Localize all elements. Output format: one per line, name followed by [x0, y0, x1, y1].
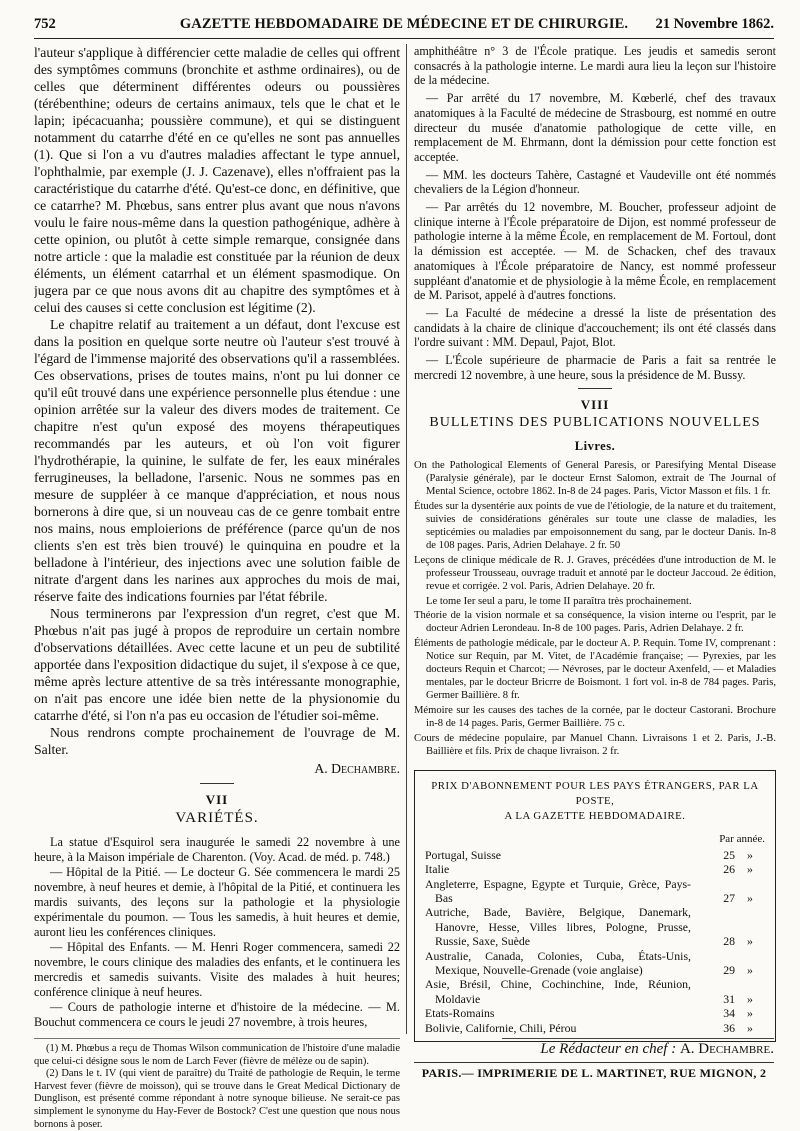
price: 25 — [723, 847, 735, 862]
price-mark: » — [747, 1020, 753, 1035]
column-divider — [406, 44, 407, 1034]
price-row — [425, 949, 765, 978]
price-row — [425, 877, 765, 906]
paragraph: — La Faculté de médecine a dressé la liste de présentation des candidats à la chaire de clinique d'accouchement; ils ont été classés dans l'ordre suivant : MM. Depaul, Pajot, Blot. — [414, 305, 776, 350]
paragraph: — MM. les docteurs Tahère, Castagné et Vaudeville ont été nommés chevaliers de la Légion d'honneur. — [414, 167, 776, 197]
country-list: Autriche, Bade, Bavière, Belgique, Danemark, Hanovre, Hesse, Villes libres, Pologne, Prusse, Russie, Saxe, Suède — [425, 905, 691, 949]
price: 28 — [723, 934, 735, 949]
book-entry: Leçons de clinique médicale de R. J. Graves, précédées d'une introduction de M. le professeur Trousseau, ouvrage traduit et annoté par le docteur Jaccoud. 2e édition, revue et corrigée. 2 vol. Paris, Adrien Delahaye. 20 fr. — [414, 554, 776, 592]
country-list: Portugal, Suisse — [425, 847, 502, 862]
price: 36 — [723, 1020, 735, 1035]
news-text — [414, 44, 776, 382]
price: 34 — [723, 1006, 735, 1021]
subscription-price-box — [414, 770, 776, 1042]
page-number: 752 — [34, 16, 56, 32]
paragraph: Le chapitre relatif au traitement a un défaut, dont l'excuse est dans la position en quelque sorte neutre où l'auteur s'est trouvé à l'égard de l'immense majorité des observations qu'il a rassemblées. Ces observations, prises de toutes mains, n'ont pu lui donner ce qu'il eût trouvé dans une expérience personnelle plus étendue : une opinion arrêtée sur la valeur des divers modes de traitement. Ce chapitre n'est qu'un exposé des moyens thérapeutiques recommandés par les auteurs, et où l'on voit figurer l'hydrothérapie, la quinine, le sulfate de fer, les eaux minérales ferrugineuses, la belladone, l'arsenic. Nous ne sommes pas en mesure de suppléer à ce manque d'appréciation, et nous nous bornerons à dire que, si un nouveau cas de ce genre tombait entre nos mains, nous emploierions de préférence (parce qu'un de nos clients s'en est très bien trouvé) le quinquina en poudre et la belladone à l'intérieur, des injections avec une solution faible de nitrate d'argent dans les narines aux approches du mois de mai, réserve faite des indications fournies par l'état fébrile. — [34, 317, 400, 604]
section-number: VII — [205, 792, 229, 807]
paragraph: Nous terminerons par l'expression d'un regret, c'est que M. Phœbus n'ait pas jugé à propos de reproduire un certain nombre d'observations détaillées. Avec cette lacune et un peu de subtilité apportée dans l'exposition didactique du sujet, il s'expose à ce que, même après lecture attentive de sa très intéressante monographie, on n'ait pas encore une idée bien nette de la physionomie du catarrhe d'été, si l'on n'a pas eu occasion de l'étudier soi-même. — [34, 606, 400, 723]
box-title-line: PRIX D'ABONNEMENT POUR LES PAYS ÉTRANGERS, PAR LA POSTE, — [431, 780, 759, 808]
country-list: Italie — [425, 862, 450, 877]
price-mark: » — [747, 891, 753, 906]
section-title: VARIÉTÉS. — [175, 810, 259, 826]
footnote: (2) Dans le t. IV (qui vient de paraître) du Traité de pathologie de Requin, le terme Harvest fever (fièvre de moisson), qui se trouve dans le Great Medical Dictionary de Dunglison, est présenté comme répondant à notre synoque bilieuse. Ne serait-ce pas simplement le synonyme du Hay-Fever de Bostock? C'est une question que nous nous bornons à poser. — [34, 1068, 400, 1130]
price-row — [425, 848, 765, 862]
price: 27 — [723, 891, 735, 906]
paragraph: amphithéâtre n° 3 de l'École pratique. Les jeudis et samedis seront consacrés à la pathologie interne. Le mardi aura lieu la leçon sur l'histoire de la médecine. — [414, 44, 776, 88]
paragraph: Nous rendrons compte prochainement de l'ouvrage de M. Salter. — [34, 725, 400, 757]
paragraph: l'auteur s'applique à différencier cette maladie de celles qui offrent des symptômes communs (bronchite et asthme ordinaires), ou de celles que déterminent différentes odeurs ou poussières (térébenthine; odeurs de certains animaux, tels que le chat et le lapin; ipécacuanha; poussière commune), et qui se distinguent notamment du catarrhe d'été en ce qu'elles ne sont pas annuelles (1). Que si l'on a vu d'autres maladies affectant le type annuel, l'ophthalmie, par exemple (J. J. Cazenave), elles n'offraient pas la caractéristique du catarrhe d'été. Qu'est-ce donc, en définitive, que ce catarrhe? M. Phœbus, sans entrer plus avant que nous n'avons voulu le faire nous-même dans la question pathogénique, adhère à cette opinion, ou plutôt à cette simple remarque, consignée dans notre article : que la maladie est constituée par la réunion de deux éléments, un élément catarrhal et un élément spasmodique. On jugera par ce que nous avons dit au chapitre des symptômes et à celui des causes si cette conclusion est légitime (2). — [34, 45, 400, 315]
right-column — [414, 44, 776, 1042]
left-column — [34, 44, 400, 1131]
price-row — [425, 1006, 765, 1020]
section-divider — [578, 388, 612, 389]
paragraph: — Par arrêté du 17 novembre, M. Kœberlé, chef des travaux anatomiques à la Faculté de médecine de Strasbourg, est nommé en outre directeur du musée d'anatomie pathologique de cette ville, en remplacement de M. Ehrmann, dont la démission pour cette fonction est acceptée. — [414, 91, 776, 164]
price: 26 — [723, 862, 735, 877]
price-mark: » — [747, 991, 753, 1006]
paragraph: La statue d'Esquirol sera inaugurée le samedi 22 novembre à une heure, à la Maison impériale de Charenton. (Voy. Acad. de méd. p. 748.) — [34, 835, 400, 864]
book-entry: Études sur la dysentérie aux points de vue de l'étiologie, de la nature et du traitement, suivies de considérations générales sur toute une classe de maladies, les septicémies ou maladies par empoisonnement du sang, par le docteur Danis. In-8 de 108 pages. Paris, Adrien Delahaye. 2 fr. 50 — [414, 501, 776, 551]
country-list: Angleterre, Espagne, Egypte et Turquie, Grèce, Pays-Bas — [425, 876, 691, 906]
section-number: VIII — [580, 397, 610, 413]
footnote: (1) M. Phœbus a reçu de Thomas Wilson communication de l'histoire d'une maladie que celui-ci désigne sous le nom de Larch Fever (fièvre de mélèze ou de sapin). — [34, 1043, 400, 1067]
page-header — [34, 12, 774, 39]
paragraph: — Cours de pathologie interne et d'histoire de la médecine. — M. Bouchut commencera ce cours le jeudi 27 novembre, à trois heures, — [34, 1000, 400, 1029]
country-list: Australie, Canada, Colonies, Cuba, États-Unis, Mexique, Nouvelle-Grenade (voie anglaise) — [425, 948, 691, 978]
price-row — [425, 905, 765, 948]
book-entry: Mémoire sur les causes des taches de la cornée, par le docteur Castorani. Brochure in-8 de 14 pages. Paris, Germer Baillière. 75 c. — [414, 704, 776, 729]
price-mark: » — [747, 934, 753, 949]
box-title-line: A LA GAZETTE HEBDOMADAIRE. — [504, 810, 686, 823]
country-list: Etats-Romains — [425, 1006, 495, 1021]
country-list: Bolivie, Californie, Chili, Pérou — [425, 1020, 577, 1035]
section-title: BULLETINS DES PUBLICATIONS NOUVELLES — [429, 415, 761, 431]
country-list: Asie, Brésil, Chine, Cochinchine, Inde, Réunion, Moldavie — [425, 977, 691, 1006]
signature: A. Dechambre. — [314, 761, 400, 776]
price-mark: » — [747, 963, 753, 978]
price-mark: » — [747, 862, 753, 877]
editor-credit — [502, 1038, 774, 1058]
price-mark: » — [747, 1006, 753, 1021]
price-row — [425, 862, 765, 876]
subheading: Livres. — [574, 439, 616, 454]
printer-imprint: PARIS.— IMPRIMERIE DE L. MARTINET, RUE MIGNON, 2 — [414, 1062, 774, 1081]
price-row — [425, 977, 765, 1006]
price-mark: » — [747, 847, 753, 862]
footnotes — [34, 1038, 400, 1131]
review-text — [34, 44, 400, 777]
journal-title: GAZETTE HEBDOMADAIRE DE MÉDECINE ET DE CHIRURGIE. — [179, 16, 629, 32]
price-row — [425, 1021, 765, 1035]
paragraph: — Hôpital des Enfants. — M. Henri Roger commencera, samedi 22 novembre, le cours clinique des maladies des enfants, et le continuera les mercredis et samedis suivants. Visite des malades à huit heures; conférence clinique à neuf heures. — [34, 940, 400, 999]
paragraph: — L'École supérieure de pharmacie de Paris a fait sa rentrée le mercredi 12 novembre, à une heure, sous la présidence de M. Bussy. — [414, 353, 776, 382]
box-title — [425, 779, 765, 824]
editor-label: Le Rédacteur en chef : — [540, 1041, 677, 1057]
per-year-header: Par année. — [719, 833, 765, 846]
price: 29 — [723, 963, 735, 978]
book-list — [414, 460, 776, 758]
issue-date: 21 Novembre 1862. — [655, 16, 774, 32]
price: 31 — [723, 991, 735, 1006]
book-entry: Cours de médecine populaire, par Manuel Chann. Livraisons 1 et 2. Paris, J.-B. Baillière et fils. Prix de chaque livraison. 2 fr. — [414, 732, 776, 757]
paragraph: — Par arrêtés du 12 novembre, M. Boucher, professeur adjoint de clinique interne à l'École préparatoire de Dijon, est nommé professeur de pathologie interne à la même École, en remplacement de M. Fortoul, dont la démission est acceptée. — M. de Schacken, chef des travaux anatomiques à l'École préparatoire de Nancy, est nommé professeur suppléant d'anatomie et de physiologie à la même École, en remplacement de M. Parisot, appelé à d'autres fonctions. — [414, 200, 776, 303]
book-entry: On the Pathological Elements of General Paresis, or Paresifying Mental Disease (Paralysie générale), par le docteur Ernst Salomon, extrait de The Journal of Mental Science, octobre 1862. In-8 de 24 pages. Paris, Victor Masson et fils. 1 fr. — [414, 460, 776, 498]
varietes-text — [34, 835, 400, 1030]
book-note: Le tome Ier seul a paru, le tome II paraîtra très prochainement. — [426, 595, 692, 607]
book-entry: Théorie de la vision normale et sa conséquence, la vision interne ou l'esprit, par le docteur Adrien Lerondeau. In-8 de 100 pages. Paris, Adrien Delahaye. 2 fr. — [414, 610, 776, 635]
editor-name: A. Dechambre. — [679, 1041, 774, 1057]
section-divider — [200, 783, 234, 784]
paragraph: — Hôpital de la Pitié. — Le docteur G. Sée commencera le mardi 25 novembre, à neuf heures et demie, à l'hôpital de la Pitié, et continuera les mardis suivants, des leçons sur la pathologie et la physiologie expérimentale du poumon. — Tous les samedis, à huit heures et demie, auront lieu les conférences cliniques. — [34, 865, 400, 939]
book-entry: Éléments de pathologie médicale, par le docteur A. P. Requin. Tome IV, comprenant : Notice sur Requin, par M. Vitet, de l'Académie française; — Pyrexies, par les docteurs Requin et Charcot; — Névroses, par le docteur Axenfeld, — et Maladies mentales, par le docteur Bricrre de Boismont. 1 fort vol. in-8 de 784 pages. Paris, Germer Baillière. 8 fr. — [414, 638, 776, 701]
